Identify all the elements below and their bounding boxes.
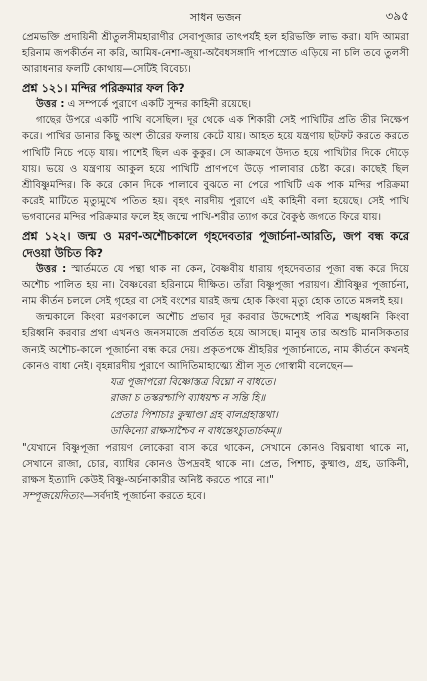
ashaucha-paragraph: জন্মকালে কিংবা মরণকালে অশৌচ প্রভাব দূর করবার উদ্দেশ্যেই পবিত্র শঙ্খধ্বনি কিংবা হরিধ্বনি করবার প্রথা এখনও জনসমাজে প্রবর্তিত হয়ে আসছে। মানুষ তার অশুচি মানসিকতার জন্যই অশৌচ-কালে পূজার্চনা বন্ধ করে দেয়। প্রকৃতপক্ষে শ্রীহরির পূজার্চনাতে, নাম কীর্তনে কখনই কোনও বাধা নেই। বৃহন্নারদীয় পুরাণে আদিতিমাহাত্ম্যে শ্রীল সূত গোস্বামী বলেছেন— [22, 312, 409, 372]
answer-121-text: এ সম্পর্কে পুরাণে একটি সুন্দর কাহিনী রয়েছে। [64, 99, 252, 111]
answer-122-text: স্মার্তমতে যে পন্থা থাক না কেন, বৈষ্ণবীয় ধারায় গৃহদেবতার পূজা বন্ধ করে দিয়ে অশৌচ পালিত হয় না। বৈষ্ণবেরা হরিনামে দীক্ষিত। তাঁরা বিষ্ণুপূজা পরায়ণ। শ্রীবিষ্ণুর পূজার্চনা, নাম কীর্তন চললে সেই গৃহের বা সেই বংশের যারই জন্ম হোক কিংবা মৃত্যু হোক তাতে মঙ্গলই হয়। [22, 264, 409, 308]
verse-line: রাজা চ তস্করশ্চাপি ব্যাধয়শ্চ ন সন্তি হি॥ [110, 393, 266, 405]
verse-line: প্রেতাঃ পিশাচাঃ কুষ্মাণ্ডা গ্রহ বালগ্রহাস্তথা। [110, 409, 278, 421]
page-body [22, 30, 409, 505]
closing-line [22, 489, 409, 505]
sanskrit-verse [22, 375, 409, 441]
closing-quote: সম্পূজয়েদিত্যং [22, 490, 83, 502]
answer-label: উত্তর : [36, 99, 65, 111]
page-number: ৩৯৫ [385, 9, 409, 23]
answer-122 [22, 262, 409, 310]
story-paragraph: গাছের উপরে একটি পাখি বসেছিল। দূর থেকে এক শিকারী সেই পাখিটির প্রতি তীর নিক্ষেপ করে। পাখির ডানার কিছু অংশ তীরের ফলায় কেটে যায়। আহত হয়ে যন্ত্রণায় ছটফট করতে করতে পাখিটি নিচে পড়ে যায়। পাশেই ছিল এক কুকুর। সে আক্রমণে উদ্যত হয়ে পাখিটার দিকে দৌড়ে যায়। ভয়ে ও যন্ত্রণায় আকুল হয়ে পাখিটি প্রাণপণে উড়ে পালাবার চেষ্টা করে। কাছেই ছিল শ্রীবিষ্ণুমন্দির। কি করে কোন দিকে পালাবে বুঝতে না পেরে পাখিটি এক পাক মন্দির পরিক্রমা করেই মাটিতে মৃত্যুমুখে পতিত হয়। বৃহৎ নারদীয় পুরাণে এই কাহিনী বলা হয়েছে। সেই পাখি ভগবানের মন্দির পরিক্রমার ফলে ইহ জন্মে পাখি-শরীর ত্যাগ করে বৈকুণ্ঠ জগতে ফিরে যায়। [22, 115, 409, 223]
verse-line: ডাকিন্যো রাক্ষসাশ্চৈব ন বাধন্তেঽচ্যুতার্চকম্॥ [110, 426, 281, 438]
answer-121 [22, 97, 409, 113]
question-122: প্রশ্ন ১২২। জন্ম ও মরণ-অশৌচকালে গৃহদেবতার পূজার্চনা-আরতি, জপ বন্ধ করে দেওয়া উচিত কি? [22, 230, 409, 261]
closing-text: —সর্বদাই পূজার্চনা করতে হবে। [83, 490, 206, 502]
answer-label: উত্তর : [36, 264, 67, 276]
verse-translation: "যেখানে বিষ্ণুপূজা পরায়ণ লোকেরা বাস করে থাকেন, সেখানে কোনও বিঘ্নবাধা থাকে না, সেখানে রাজা, চোর, ব্যাধির কোনও উপদ্রবই থাকে না। প্রেত, পিশাচ, কুষ্মাণ্ড, গ্রহ, ডাকিনী, রাক্ষস ইত্যাদি কেউই বিষ্ণু-অর্চনাকারীর অনিষ্ট করতে পারে না।" [22, 442, 409, 486]
intro-paragraph: প্রেমভক্তি প্রদায়িনী শ্রীতুলসীমহারাণীর সেবাপূজার তাৎপর্যই হল হরিভক্তি লাভ করা। যদি আমরা হরিনাম জপকীর্তন না করি, আমিষ-নেশা-জুয়া-অবৈধসঙ্গাদি পাপস্রোত এড়িয়ে না চলি তবে তুলসী আরাধনার ফলটি কোথায়—সেটিই বিবেচ্য। [22, 32, 409, 76]
verse-line: যত্র পূজাপরো বিষ্ণোস্তত্র বিঘ্নো ন বাধতে। [110, 376, 276, 388]
question-121: প্রশ্ন ১২১। মন্দির পরিক্রমার ফল কি? [22, 82, 185, 96]
running-title: সাধন ভজন [189, 11, 242, 24]
page-header [22, 0, 409, 30]
